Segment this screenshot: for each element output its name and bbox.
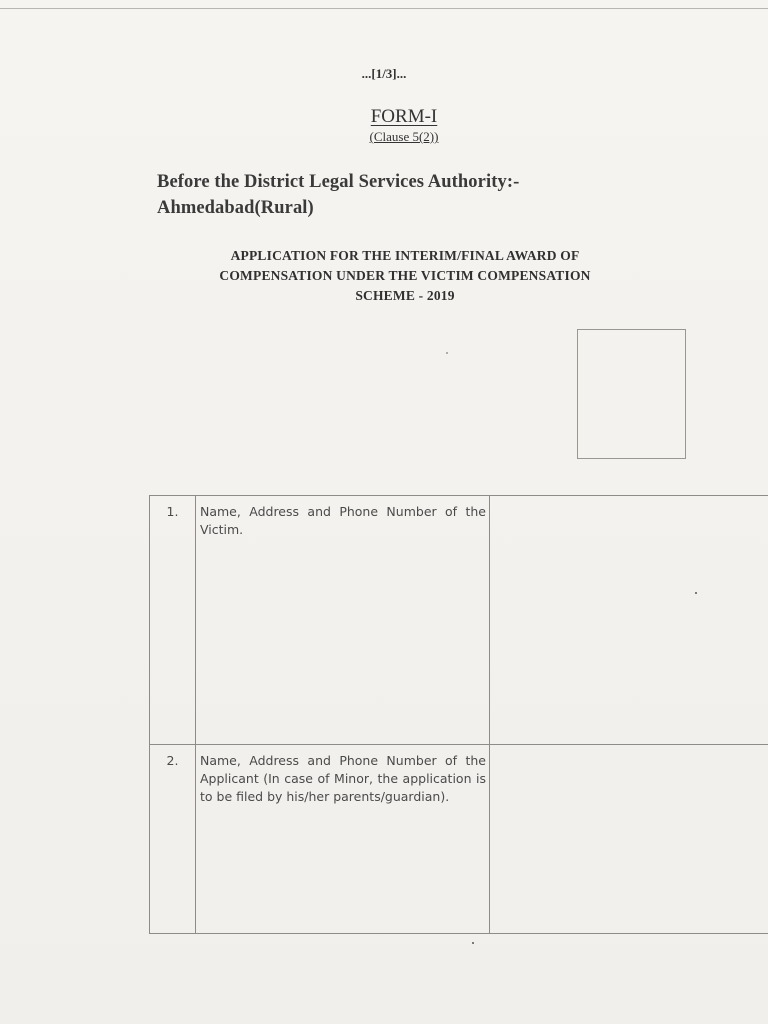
application-heading-line-2: COMPENSATION UNDER THE VICTIM COMPENSATION — [219, 268, 591, 283]
authority-heading: Before the District Legal Services Authority:- — [157, 172, 520, 192]
scan-speck — [695, 592, 697, 594]
page-marker: ...[1/3]... — [361, 66, 407, 81]
row-description: Name, Address and Phone Number of the Victim. — [196, 496, 490, 745]
photo-box[interactable] — [577, 329, 686, 459]
application-heading-line-3: SCHEME - 2019 — [355, 288, 455, 303]
top-edge-line — [0, 8, 768, 9]
row-description: Name, Address and Phone Number of the Applicant (In case of Minor, the application is to be filed by his/her parents/guardian). — [196, 745, 490, 934]
authority-location: Ahmedabad(Rural) — [157, 198, 314, 218]
table-row — [150, 745, 768, 934]
applicant-details-field[interactable] — [490, 745, 768, 934]
form-clause: (Clause 5(2)) — [369, 129, 439, 144]
scan-speck — [446, 352, 448, 354]
scan-speck — [472, 942, 474, 944]
row-number: 2. — [150, 745, 196, 934]
form-title: FORM-I — [370, 106, 438, 127]
victim-details-field[interactable] — [490, 496, 768, 745]
application-form-table — [149, 495, 768, 934]
application-heading — [160, 246, 650, 306]
row-number: 1. — [150, 496, 196, 745]
application-heading-line-1: APPLICATION FOR THE INTERIM/FINAL AWARD OF — [230, 248, 580, 263]
table-row — [150, 496, 768, 745]
